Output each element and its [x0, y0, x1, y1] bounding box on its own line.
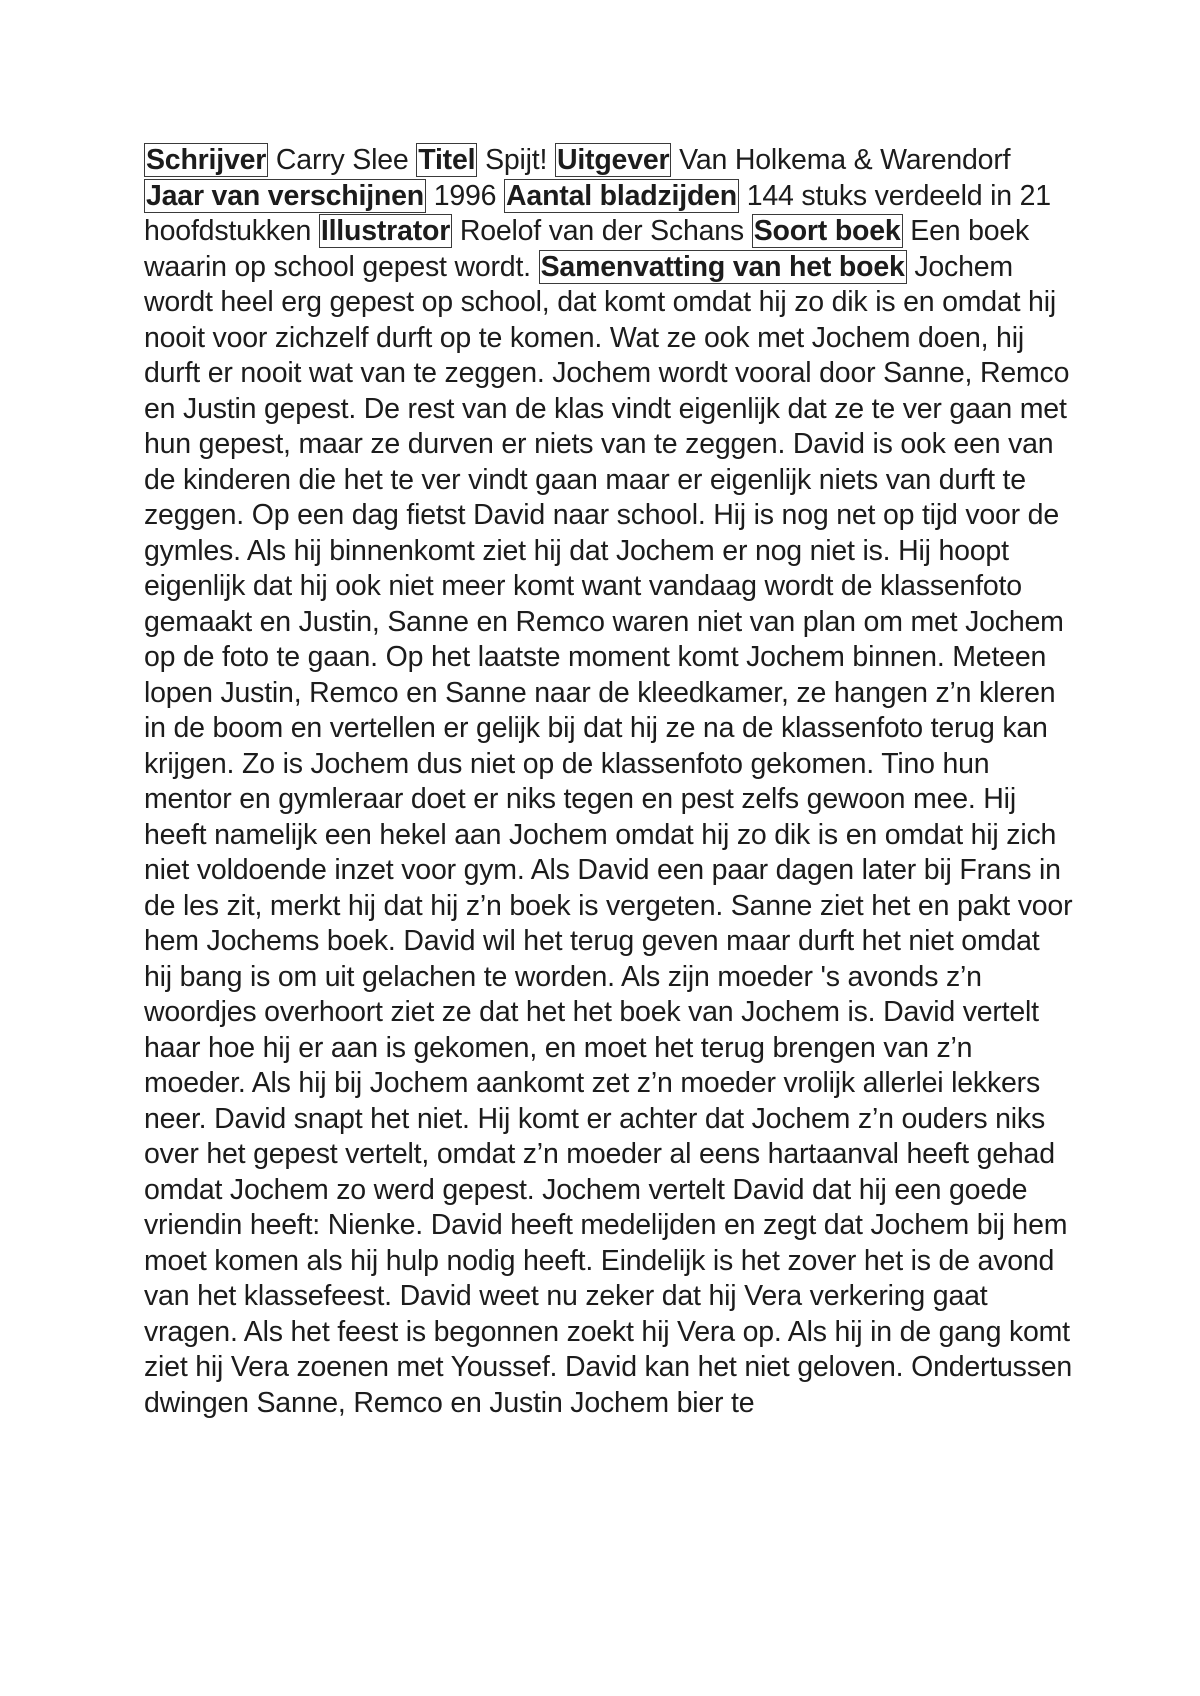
pages-label: Aantal bladzijden	[506, 179, 738, 212]
publisher-label: Uitgever	[556, 144, 670, 176]
author-value: Carry Slee	[275, 144, 409, 176]
summary-text: Jochem wordt heel erg gepest op school, dat komt omdat hij zo dik is en omdat hij nooit voor zichzelf durft op te komen. Wat ze ook met Jochem doen, hij durft er nooit wat van te zeggen. Jochem wordt vooral door Sanne, Remco en Justin gepest. De rest van de klas vindt eigenlijk dat ze te ver gaan met hun gepest, maar ze durven er niets van te zeggen. David is ook een van de kinderen die het te ver vindt gaan maar er eigenlijk niets van durft te zeggen. Op een dag fietst David naar school. Hij is nog net op tijd voor de gymles. Als hij binnenkomt ziet hij dat Jochem er nog niet is. Hij hoopt eigenlijk dat hij ook niet meer komt want vandaag wordt de klassenfoto gemaakt en Justin, Sanne en Remco waren niet van plan om met Jochem op de foto te gaan. Op het laatste moment komt Jochem binnen. Meteen lopen Justin, Remco en Sanne naar de kleedkamer, ze hangen z’n kleren in de boom en vertellen er gelijk bij dat hij ze na de klassenfoto terug kan krijgen. Zo is Jochem dus niet op de klassenfoto gekomen. Tino hun mentor en gymleraar doet er niks tegen en pest zelfs gewoon mee. Hij heeft namelijk een hekel aan Jochem omdat hij zo dik is en omdat hij zich niet voldoende inzet voor gym. Als David een paar dagen later bij Frans in de les zit, merkt hij dat hij z’n boek is vergeten. Sanne ziet het en pakt voor hem Jochems boek. David wil het terug geven maar durft het niet omdat hij bang is om uit gelachen te worden. Als zijn moeder 's avonds z’n woordjes overhoort ziet ze dat het het boek van Jochem is. David vertelt haar hoe hij er aan is gekomen, en moet het terug brengen van z’n moeder. Als hij bij Jochem aankomt zet z’n moeder vrolijk allerlei lekkers neer. David snapt het niet. Hij komt er achter dat Jochem z’n ouders niks over het gepest vertelt, omdat z’n moeder al eens hartaanval heeft gehad omdat Jochem zo werd gepest. Jochem vertelt David dat hij een goede vriendin heeft: Nienke. David heeft medelijden en zegt dat Jochem bij hem moet komen als hij hulp nodig heeft. Eindelijk is het zover het is de avond van het klassefeest. David weet nu zeker dat hij Vera verkering gaat vragen. Als het feest is begonnen zoekt hij Vera op. Als hij in de gang komt ziet hij Vera zoenen met Youssef. David kan het niet geloven. Ondertussen dwingen Sanne, Remco en Justin Jochem bier te	[144, 250, 1073, 1419]
pages-value: 144 stuks verdeeld in 21 hoofdstukken	[144, 179, 1051, 247]
book-type-label: Soort boek	[753, 215, 901, 247]
year-value: 1996	[433, 179, 497, 212]
illustrator-value: Roelof van der Schans	[459, 215, 744, 247]
book-report-body	[144, 143, 1074, 1421]
title-value: Spijt!	[485, 144, 548, 176]
summary-label: Samenvatting van het boek	[540, 250, 905, 283]
year-label: Jaar van verschijnen	[146, 179, 424, 212]
publisher-value: Van Holkema & Warendorf	[679, 144, 1011, 176]
title-label: Titel	[418, 144, 476, 176]
illustrator-label: Illustrator	[320, 215, 451, 247]
author-label: Schrijver	[146, 144, 267, 176]
book-type-value: Een boek waarin op school gepest wordt.	[144, 215, 1030, 283]
